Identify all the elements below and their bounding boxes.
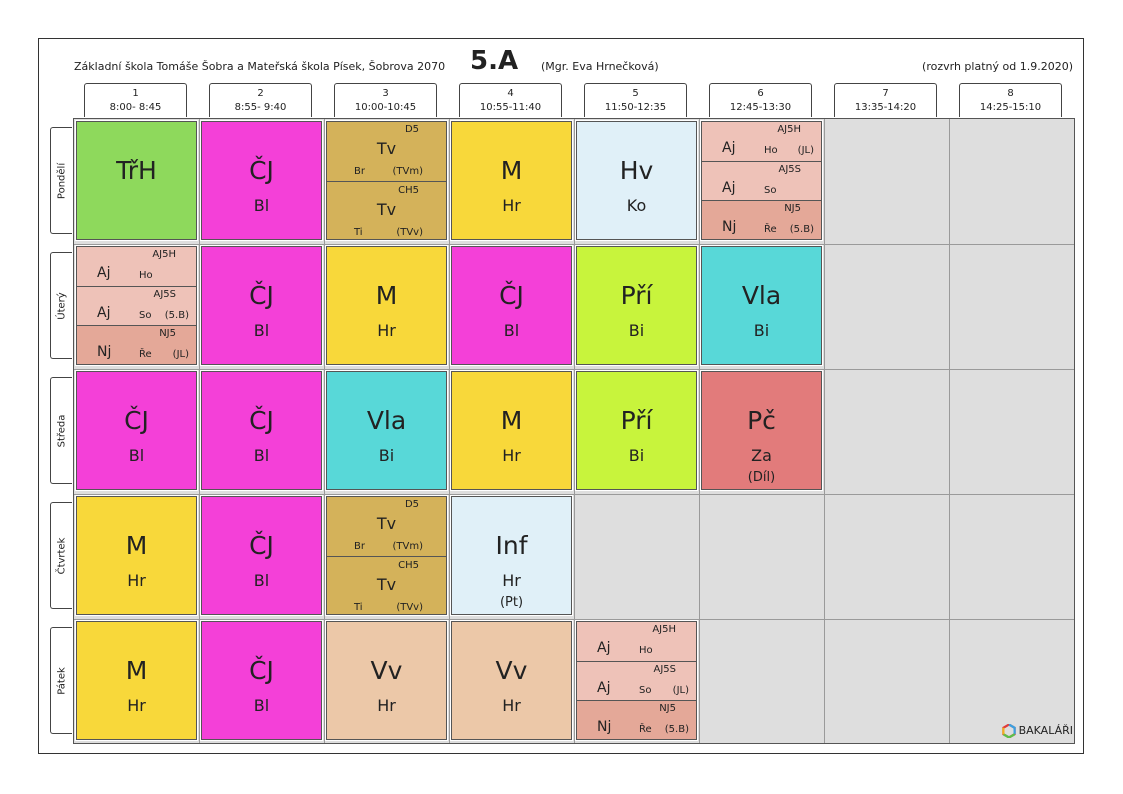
- lesson-cell[interactable]: [201, 621, 322, 740]
- period-time: 10:55-11:40: [479, 102, 542, 113]
- lesson-subject: Nj: [722, 219, 737, 235]
- period-header-4: [459, 83, 562, 117]
- class-title: 5.A: [470, 46, 519, 76]
- lesson-subject: Vla: [366, 406, 407, 435]
- group-lesson: [327, 183, 446, 240]
- lesson-subject: Tv: [376, 139, 397, 158]
- day-label-monday: [50, 127, 72, 234]
- lesson-subject: ČJ: [249, 656, 274, 685]
- lesson-cell[interactable]: [326, 621, 447, 740]
- lesson-teacher: Bi: [628, 446, 645, 465]
- lesson-cell[interactable]: [451, 246, 572, 365]
- lesson-subject: ČJ: [124, 406, 149, 435]
- day-name: Pátek: [56, 666, 67, 695]
- lesson-subject: M: [500, 406, 523, 435]
- group-lesson: [77, 247, 196, 286]
- lesson-subject: ČJ: [249, 156, 274, 185]
- lesson-group: NJ5: [784, 203, 801, 214]
- lesson-teacher: Hr: [127, 696, 146, 715]
- lesson-room: (Díl): [747, 470, 776, 485]
- lesson-subject: Vla: [741, 281, 782, 310]
- period-time: 10:00-10:45: [354, 102, 417, 113]
- group-lesson: [702, 122, 821, 161]
- lesson-cell[interactable]: [451, 371, 572, 490]
- lesson-subject: Pří: [620, 281, 653, 310]
- logo-text: BAKALÁŘI: [1018, 724, 1073, 737]
- period-number: 8: [1007, 88, 1014, 99]
- lesson-teacher: Bi: [378, 446, 395, 465]
- lesson-teacher: Ho: [139, 270, 153, 281]
- lesson-teacher: Bl: [253, 321, 270, 340]
- school-name: Základní škola Tomáše Šobra a Mateřská škola Písek, Šobrova 2070: [74, 60, 446, 73]
- lesson-teacher: Bl: [253, 446, 270, 465]
- lesson-teacher: Br: [354, 541, 365, 552]
- lesson-teacher: Br: [354, 166, 365, 177]
- lesson-cell[interactable]: [576, 246, 697, 365]
- lesson-teacher: Hr: [502, 696, 521, 715]
- lesson-subject: Vv: [370, 656, 403, 685]
- day-label-thursday: [50, 502, 72, 609]
- lesson-cell[interactable]: [701, 371, 822, 490]
- lesson-teacher: Ko: [626, 196, 647, 215]
- lesson-cell-split[interactable]: [326, 496, 447, 615]
- group-lesson: [702, 201, 821, 240]
- lesson-group: NJ5: [159, 328, 176, 339]
- period-number: 1: [132, 88, 139, 99]
- group-lesson: [77, 326, 196, 365]
- lesson-room: (5.B): [164, 310, 189, 321]
- lesson-group: D5: [404, 499, 419, 510]
- lesson-room: (TVv): [396, 602, 423, 613]
- period-time: 8:00- 8:45: [109, 102, 162, 113]
- lesson-teacher: Hr: [127, 571, 146, 590]
- lesson-subject: ČJ: [249, 281, 274, 310]
- lesson-cell[interactable]: [451, 496, 572, 615]
- lesson-subject: Aj: [597, 640, 611, 656]
- lesson-subject: Nj: [97, 344, 112, 360]
- period-header-8: [959, 83, 1062, 117]
- lesson-group: AJ5S: [153, 289, 176, 300]
- lesson-cell[interactable]: [76, 371, 197, 490]
- group-lesson: [702, 162, 821, 201]
- lesson-subject: M: [500, 156, 523, 185]
- period-header-1: [84, 83, 187, 117]
- lesson-teacher: Hr: [502, 571, 521, 590]
- lesson-cell-split[interactable]: [76, 246, 197, 365]
- lesson-cell[interactable]: [201, 371, 322, 490]
- lesson-subject: Nj: [597, 719, 612, 735]
- lesson-subject: Vv: [495, 656, 528, 685]
- period-time: 14:25-15:10: [979, 102, 1042, 113]
- day-name: Čtvrtek: [56, 537, 67, 574]
- day-name: Úterý: [56, 291, 67, 320]
- lesson-teacher: Bi: [628, 321, 645, 340]
- lesson-subject: Aj: [597, 680, 611, 696]
- lesson-room: (TVv): [396, 227, 423, 238]
- period-header-6: [709, 83, 812, 117]
- day-name: Středa: [56, 414, 67, 447]
- lesson-teacher: Ho: [764, 145, 778, 156]
- period-number: 2: [257, 88, 264, 99]
- day-name: Pondělí: [56, 162, 67, 199]
- group-lesson: [327, 497, 446, 556]
- lesson-teacher: Ře: [639, 724, 652, 735]
- lesson-subject: M: [125, 656, 148, 685]
- lesson-cell[interactable]: [201, 246, 322, 365]
- lesson-cell[interactable]: [576, 121, 697, 240]
- group-lesson: [77, 287, 196, 326]
- lesson-subject: M: [125, 531, 148, 560]
- group-lesson: [327, 558, 446, 615]
- lesson-subject: Aj: [722, 180, 736, 196]
- lesson-subject: Tv: [376, 575, 397, 594]
- lesson-subject: Pří: [620, 406, 653, 435]
- lesson-teacher: Bl: [253, 571, 270, 590]
- lesson-subject: Inf: [495, 531, 528, 560]
- lesson-room: (TVm): [392, 166, 423, 177]
- group-lesson: [577, 622, 696, 661]
- class-teacher: (Mgr. Eva Hrnečková): [541, 60, 659, 73]
- lesson-teacher: Bl: [253, 696, 270, 715]
- lesson-room: (JL): [672, 685, 689, 696]
- group-lesson: [577, 701, 696, 740]
- lesson-cell-split[interactable]: [701, 121, 822, 240]
- lesson-cell[interactable]: [451, 621, 572, 740]
- period-time: 13:35-14:20: [854, 102, 917, 113]
- lesson-group: CH5: [398, 560, 419, 571]
- period-time: 12:45-13:30: [729, 102, 792, 113]
- lesson-cell[interactable]: [201, 496, 322, 615]
- lesson-teacher: So: [639, 685, 652, 696]
- lesson-room: (5.B): [789, 224, 814, 235]
- lesson-teacher: Hr: [502, 196, 521, 215]
- lesson-group: D5: [404, 124, 419, 135]
- lesson-teacher: Ho: [639, 645, 653, 656]
- lesson-cell[interactable]: [76, 121, 197, 240]
- lesson-teacher: Bl: [128, 446, 145, 465]
- group-lesson: [327, 122, 446, 181]
- lesson-teacher: Hr: [377, 321, 396, 340]
- lesson-group: CH5: [398, 185, 419, 196]
- lesson-cell[interactable]: [76, 621, 197, 740]
- lesson-cell[interactable]: [701, 246, 822, 365]
- period-time: 11:50-12:35: [604, 102, 667, 113]
- lesson-room: (5.B): [664, 724, 689, 735]
- lesson-subject: ČJ: [249, 406, 274, 435]
- lesson-teacher: Hr: [377, 696, 396, 715]
- lesson-cell[interactable]: [326, 371, 447, 490]
- lesson-subject: TřH: [116, 156, 157, 185]
- lesson-group: NJ5: [659, 703, 676, 714]
- lesson-group: AJ5H: [777, 124, 801, 135]
- lesson-cell-split[interactable]: [576, 621, 697, 740]
- bakalari-logo-icon: [1002, 724, 1016, 738]
- lesson-subject: Aj: [722, 140, 736, 156]
- bakalari-logo: [1002, 724, 1073, 738]
- period-header-2: [209, 83, 312, 117]
- period-number: 3: [382, 88, 389, 99]
- lesson-teacher: Ře: [764, 224, 777, 235]
- lesson-teacher: Bl: [503, 321, 520, 340]
- lesson-group: AJ5S: [778, 164, 801, 175]
- lesson-group: AJ5H: [652, 624, 676, 635]
- lesson-cell[interactable]: [201, 121, 322, 240]
- lesson-group: AJ5H: [152, 249, 176, 260]
- lesson-teacher: Hr: [502, 446, 521, 465]
- lesson-room: (JL): [172, 349, 189, 360]
- lesson-room: (JL): [797, 145, 814, 156]
- lesson-cell[interactable]: [76, 496, 197, 615]
- period-number: 4: [507, 88, 514, 99]
- period-header-7: [834, 83, 937, 117]
- lesson-cell[interactable]: [326, 246, 447, 365]
- lesson-subject: Tv: [376, 200, 397, 219]
- lesson-teacher: Ře: [139, 349, 152, 360]
- lesson-teacher: Ti: [354, 602, 363, 613]
- lesson-teacher: Za: [751, 446, 772, 465]
- period-number: 7: [882, 88, 889, 99]
- lesson-cell[interactable]: [576, 371, 697, 490]
- lesson-teacher: So: [764, 185, 777, 196]
- day-label-wednesday: [50, 377, 72, 484]
- day-label-friday: [50, 627, 72, 734]
- lesson-subject: Tv: [376, 514, 397, 533]
- day-label-tuesday: [50, 252, 72, 359]
- lesson-cell-split[interactable]: [326, 121, 447, 240]
- lesson-subject: ČJ: [499, 281, 524, 310]
- lesson-teacher: Ti: [354, 227, 363, 238]
- lesson-subject: Aj: [97, 265, 111, 281]
- lesson-subject: Hv: [619, 156, 654, 185]
- period-time: 8:55- 9:40: [234, 102, 287, 113]
- group-lesson: [577, 662, 696, 701]
- lesson-subject: M: [375, 281, 398, 310]
- period-number: 5: [632, 88, 639, 99]
- lesson-teacher: Bi: [753, 321, 770, 340]
- period-header-5: [584, 83, 687, 117]
- lesson-room: (Pt): [499, 595, 524, 610]
- validity-note: (rozvrh platný od 1.9.2020): [922, 60, 1073, 73]
- lesson-room: (TVm): [392, 541, 423, 552]
- lesson-subject: Aj: [97, 305, 111, 321]
- period-header-3: [334, 83, 437, 117]
- lesson-subject: ČJ: [249, 531, 274, 560]
- lesson-group: AJ5S: [653, 664, 676, 675]
- lesson-subject: Pč: [747, 406, 776, 435]
- lesson-cell[interactable]: [451, 121, 572, 240]
- lesson-teacher: Bl: [253, 196, 270, 215]
- period-number: 6: [757, 88, 764, 99]
- lesson-teacher: So: [139, 310, 152, 321]
